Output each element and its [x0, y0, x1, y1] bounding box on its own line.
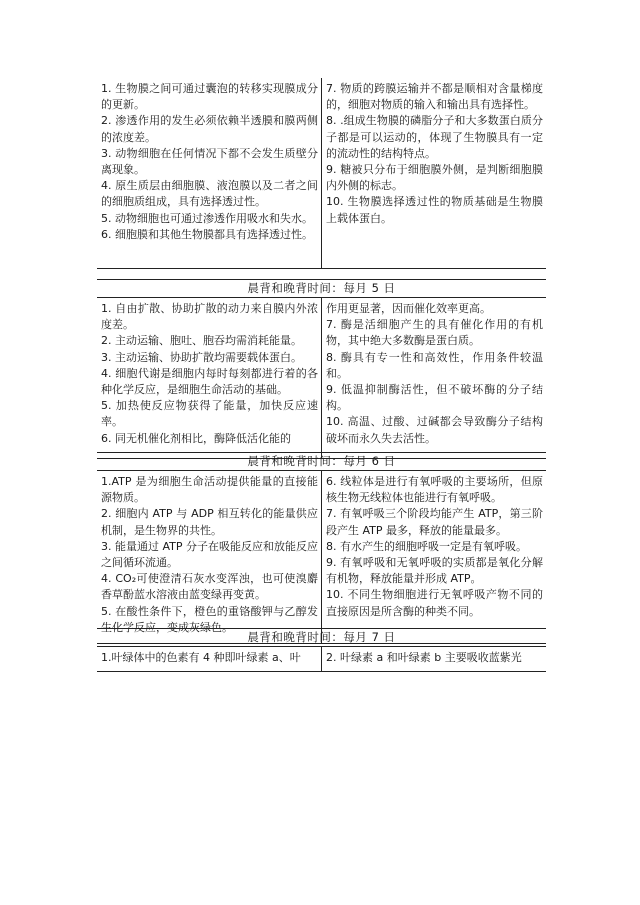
- list-item: 5. 在酸性条件下，橙色的重铬酸钾与乙醇发生化学反应，变成灰绿色。: [101, 604, 318, 634]
- list-item: 1. 生物膜之间可通过囊泡的转移实现膜成分的更新。: [101, 82, 318, 112]
- list-item: 2. 叶绿素 a 和叶绿素 b 主要吸收蓝紫光: [326, 651, 522, 664]
- list-item: 9. 糖被只分布于细胞膜外侧，是判断细胞膜内外侧的标志。: [326, 163, 543, 193]
- list-item: 8. .组成生物膜的磷脂分子和大多数蛋白质分子都是可以运动的，体现了生物膜具有一定的流动性的结构特点。: [326, 114, 543, 160]
- section-title: 晨背和晚背时间：每月 5 日: [97, 279, 546, 297]
- list-item: 3. 动物细胞在任何情况下都不会发生质壁分离现象。: [101, 146, 318, 177]
- section-title: 晨背和晚背时间：每月 6 日: [97, 452, 546, 470]
- list-item: 6. 线粒体是进行有氧呼吸的主要场所，但原核生物无线粒体也能进行有氧呼吸。: [326, 475, 543, 505]
- left-column: [97, 78, 322, 268]
- list-item: 3. 主动运输、协助扩散均需要载体蛋白。: [101, 350, 302, 364]
- section-body: [97, 470, 546, 644]
- list-item: 4. 细胞代谢是细胞内每时每刻都进行着的各种化学反应，是细胞生命活动的基础。: [101, 366, 318, 397]
- list-item: 9. 有氧呼吸和无氧呼吸的实质都是氧化分解有机物，释放能量并形成 ATP。: [326, 556, 543, 586]
- list-item: 7. 物质的跨膜运输并不都是顺相对含量梯度的，细胞对物质的输入和输出具有选择性。: [326, 82, 543, 112]
- list-item: 1. 自由扩散、协助扩散的动力来自膜内外浓度差。: [101, 302, 318, 332]
- list-item: 4. 原生质层由细胞膜、液泡膜以及二者之间的细胞质组成，具有选择透过性。: [101, 179, 318, 209]
- list-item: 2. 主动运输、胞吐、胞吞均需消耗能量。: [101, 334, 302, 348]
- section-3: [97, 452, 546, 644]
- section-body: [97, 297, 546, 459]
- section-4: [97, 628, 546, 672]
- list-item: 6. 同无机催化剂相比，酶降低活化能的: [101, 431, 291, 445]
- section-2: [97, 279, 546, 459]
- list-item: 5. 动物细胞也可通过渗透作用吸水和失水。: [101, 211, 313, 225]
- section-body: [97, 646, 546, 672]
- list-item: 10. 生物膜选择透过性的物质基础是生物膜上载体蛋白。: [326, 195, 543, 225]
- section-title: 晨背和晚背时间：每月 7 日: [97, 628, 546, 646]
- list-item: 1.叶绿体中的色素有 4 种即叶绿素 a、叶: [101, 651, 301, 664]
- section-1: [97, 78, 546, 269]
- list-item: 2. 细胞内 ATP 与 ADP 相互转化的能量供应机制，是生物界的共性。: [101, 507, 318, 537]
- list-item: 作用更显著，因而催化效率更高。: [326, 302, 491, 315]
- left-column: [97, 647, 322, 671]
- list-item: 10. 高温、过酸、过碱都会导致酶分子结构破坏而永久失去活性。: [326, 415, 543, 445]
- right-column: [322, 647, 546, 671]
- list-item: 3. 能量通过 ATP 分子在吸能反应和放能反应之间循环流通。: [101, 539, 319, 570]
- list-item: 8. 酶具有专一性和高效性，作用条件较温和。: [326, 350, 543, 380]
- list-item: 2. 渗透作用的发生必须依赖半透膜和膜两侧的浓度差。: [101, 114, 318, 144]
- right-column: [322, 471, 546, 643]
- list-item: 4. CO₂可使澄清石灰水变浑浊，也可使溴麝香草酚蓝水溶液由蓝变绿再变黄。: [101, 572, 318, 602]
- list-item: 1.ATP 是为细胞生命活动提供能量的直接能源物质。: [101, 475, 318, 505]
- right-column: [322, 78, 546, 268]
- right-column: [322, 298, 546, 458]
- left-column: [97, 298, 322, 458]
- left-column: [97, 471, 322, 643]
- list-item: 7. 酶是活细胞产生的具有催化作用的有机物，其中绝大多数酶是蛋白质。: [326, 318, 543, 348]
- list-item: 5. 加热使反应物获得了能量，加快反应速率。: [101, 399, 318, 429]
- list-item: 6. 细胞膜和其他生物膜都具有选择透过性。: [101, 227, 313, 241]
- section-body: [97, 78, 546, 269]
- list-item: 7. 有氧呼吸三个阶段均能产生 ATP，第三阶段产生 ATP 最多，释放的能量最多。: [326, 507, 543, 537]
- list-item: 9. 低温抑制酶活性，但不破坏酶的分子结构。: [326, 383, 543, 413]
- list-item: 10. 不同生物细胞进行无氧呼吸产物不同的直接原因是所含酶的种类不同。: [326, 588, 543, 618]
- list-item: 8. 有水产生的细胞呼吸一定是有氧呼吸。: [326, 539, 527, 553]
